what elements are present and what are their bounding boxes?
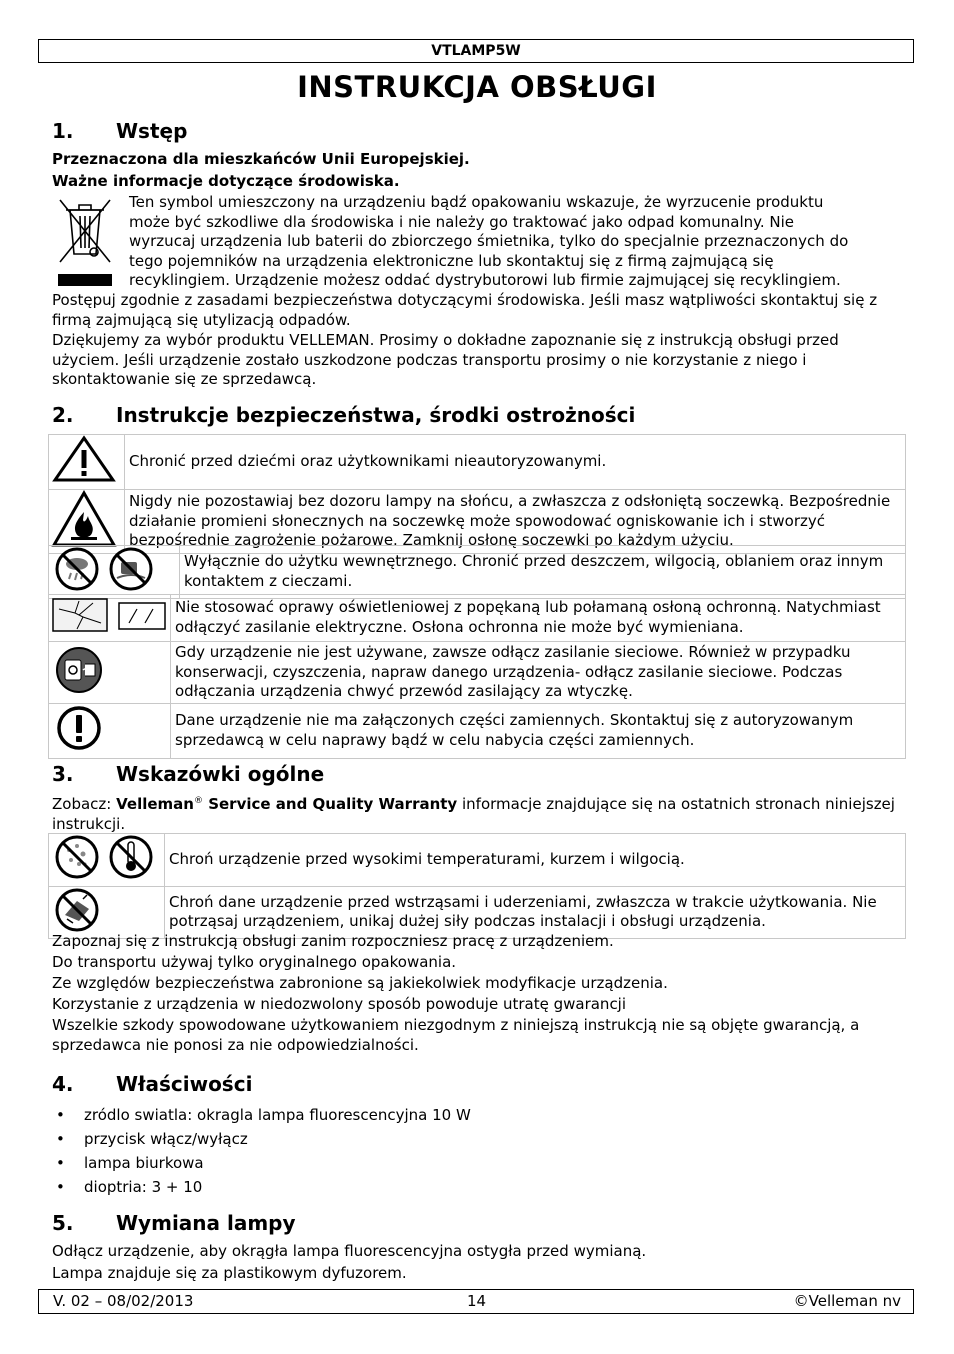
general-notes: [52, 932, 904, 1055]
features-list: [52, 1104, 852, 1200]
general-table: [48, 833, 906, 939]
bullet-icon: •: [56, 1106, 65, 1124]
section-4-heading: [52, 1072, 252, 1096]
warranty-reference: [52, 792, 904, 834]
general-text: Chroń dane urządzenie przed wstrząsami i uderzeniami, zwłaszcza w trakcie użytkowania. Nie potrząsaj urządzeniem, unikaj dużej siły podczas instalacji i obsługi urządzenia.: [165, 886, 906, 939]
general-text: Chroń urządzenie przed wysokimi temperaturami, kurzem i wilgocią.: [165, 834, 906, 887]
see-prefix: Zobacz:: [52, 795, 117, 813]
exclamation-icon: [49, 704, 169, 752]
unplug-icon: [49, 642, 169, 698]
copyright: ©Velleman nv: [793, 1292, 901, 1310]
section-3-number: 3.: [52, 762, 74, 786]
safety-text: Wyłącznie do użytku wewnętrznego. Chronić przed deszczem, wilgocią, oblaniem oraz innym kontaktem z cieczami.: [180, 546, 906, 599]
general-row: [49, 834, 906, 887]
safety-row: [49, 704, 906, 759]
section-1-heading: [52, 119, 187, 143]
warranty-name: Service and Quality Warranty: [202, 795, 458, 813]
weee-line: tego pojemników na urządzenia elektroniczne lub skontaktuj się z firmą zajmującą się: [129, 251, 774, 270]
replace-step-1: Odłącz urządzenie, aby okrągła lampa fluorescencyjna ostygła przed wymianą.: [52, 1242, 647, 1260]
no-shock-icon: [49, 887, 163, 933]
weee-text: [129, 193, 909, 291]
fire-hazard-icon: [49, 490, 119, 548]
safety-text: Dane urządzenie nie ma załączonych części zamiennych. Skontaktuj się z autoryzowanym sprzedawcą w celu naprawy bądź w celu nabycia części zamiennych.: [171, 704, 906, 759]
safety-row: [49, 546, 906, 599]
page-number: 14: [467, 1292, 487, 1310]
version-date: V. 02 – 08/02/2013: [53, 1292, 194, 1310]
thanks-paragraph: Dziękujemy za wybór produktu VELLEMAN. Prosimy o dokładne zapoznanie się z instrukcją obsługi przed użyciem. Jeśli urządzenie zostało uszkodzone podczas transportu prosimy o nie korzystanie z niego i skontaktowanie się ze sprzedawcą.: [52, 331, 839, 388]
safety-row: [49, 489, 906, 554]
feature-text: lampa biurkowa: [84, 1154, 204, 1172]
page-footer: [38, 1289, 914, 1314]
disposal-paragraph: Postępuj zgodnie z zasadami bezpieczeństwa dotyczącymi środowiska. Jeśli masz wątpliwości skontaktuj się z firmą zajmującą się utylizacją odpadów.: [52, 291, 878, 329]
brand-name: Velleman: [116, 795, 194, 813]
registered-mark: ®: [193, 796, 203, 806]
safety-row: [49, 595, 906, 642]
model-name: VTLAMP5W: [431, 43, 521, 59]
no-dust-no-heat-icon: [49, 834, 163, 880]
feature-text: zródlo swiatla: okragla lampa fluorescencyjna 10 W: [84, 1106, 471, 1124]
safety-table-2: [48, 545, 906, 599]
weee-line: recyklingiem. Urządzenie możesz oddać dystrybutorowi lub firmie zajmującej się recyklingiem.: [129, 271, 841, 289]
warning-triangle-icon: [49, 435, 119, 483]
general-note: Wszelkie szkody spowodowane użytkowaniem niezgodnym z niniejszą instrukcją nie są objęte gwarancją, a sprzedawca nie ponosi za nie odpowiedzialności.: [52, 1016, 860, 1054]
section-3-heading: [52, 762, 324, 786]
no-rain-no-liquid-icon: [49, 546, 177, 592]
bullet-icon: •: [56, 1178, 65, 1196]
safety-text: Gdy urządzenie nie jest używane, zawsze odłącz zasilanie sieciowe. Również w przypadku konserwacji, czyszczenia, napraw danego urządzenia- odłącz zasilanie sieciowe. Podczas odłączania urządzenia chwyć przewód zasilający za wtyczkę.: [171, 641, 906, 704]
general-row: [49, 886, 906, 939]
section-2-number: 2.: [52, 403, 74, 427]
weee-line: wyrzucaj urządzenia lub baterii do zbiorczego śmietnika, tylko do specjalnie przeznaczonych do: [129, 232, 849, 250]
section-5-heading: [52, 1211, 296, 1235]
bullet-icon: •: [56, 1130, 65, 1148]
section-2-heading: [52, 403, 635, 427]
feature-text: dioptria: 3 + 10: [84, 1178, 203, 1196]
section-3-title: Wskazówki ogólne: [116, 762, 325, 786]
replace-step-2: Lampa znajduje się za plastikowym dyfuzorem.: [52, 1264, 407, 1282]
feature-text: przycisk włącz/wyłącz: [84, 1130, 248, 1148]
page-title: INSTRUKCJA OBSŁUGI: [297, 70, 657, 104]
eu-notice: Przeznaczona dla mieszkańców Unii Europejskiej.: [52, 150, 470, 168]
general-note: Ze względów bezpieczeństwa zabronione są jakiekolwiek modyfikacje urządzenia.: [52, 974, 668, 992]
general-note: Zapoznaj się z instrukcją obsługi zanim rozpoczniesz pracę z urządzeniem.: [52, 932, 614, 950]
safety-table-3: [48, 594, 906, 759]
list-item: [52, 1104, 852, 1128]
list-item: [52, 1176, 852, 1200]
broken-glass-icon: [49, 595, 169, 635]
section-5-number: 5.: [52, 1211, 74, 1235]
safety-table: [48, 434, 906, 554]
list-item: [52, 1152, 852, 1176]
general-note: Do transportu używaj tylko oryginalnego opakowania.: [52, 953, 457, 971]
safety-text: Nie stosować oprawy oświetleniowej z popękaną lub połamaną osłoną ochronną. Natychmiast odłączyć zasilanie elektryczne. Osłona ochronna nie może być wymieniana.: [171, 595, 906, 642]
crossed-bin-icon: [52, 194, 118, 290]
weee-line: Ten symbol umieszczony na urządzeniu bądź opakowaniu wskazuje, że wyrzucenie produktu: [129, 193, 824, 211]
list-item: [52, 1128, 852, 1152]
section-1-title: Wstęp: [116, 119, 188, 143]
safety-text: Chronić przed dziećmi oraz użytkownikami nieautoryzowanymi.: [125, 435, 906, 490]
bullet-icon: •: [56, 1154, 65, 1172]
model-header: [38, 39, 914, 63]
section-2-title: Instrukcje bezpieczeństwa, środki ostrożności: [116, 403, 636, 427]
safety-text: Nigdy nie pozostawiaj bez dozoru lampy na słońcu, a zwłaszcza z odsłoniętą soczewką. Bezpośrednie działanie promieni słonecznych na soczewkę może spowodować ogniskowanie ich i stworzyć bezpośrednie zagrożenie pożarowe. Zamknij osłonę soczewki po każdym użyciu.: [125, 489, 906, 554]
weee-line: może być szkodliwe dla środowiska i nie należy go traktować jako odpad komunalny. Nie: [129, 212, 795, 231]
environment-notice: Ważne informacje dotyczące środowiska.: [52, 172, 400, 190]
safety-row: [49, 435, 906, 490]
see-rest: informacje znajdujące się na ostatnich stronach niniejszej instrukcji.: [52, 795, 895, 833]
section-4-number: 4.: [52, 1072, 74, 1096]
section-5-title: Wymiana lampy: [116, 1211, 296, 1235]
section-1-number: 1.: [52, 119, 74, 143]
safety-row: [49, 641, 906, 704]
general-note: Korzystanie z urządzenia w niedozwolony sposób powoduje utratę gwarancji: [52, 995, 627, 1013]
section-4-title: Właściwości: [116, 1072, 253, 1096]
